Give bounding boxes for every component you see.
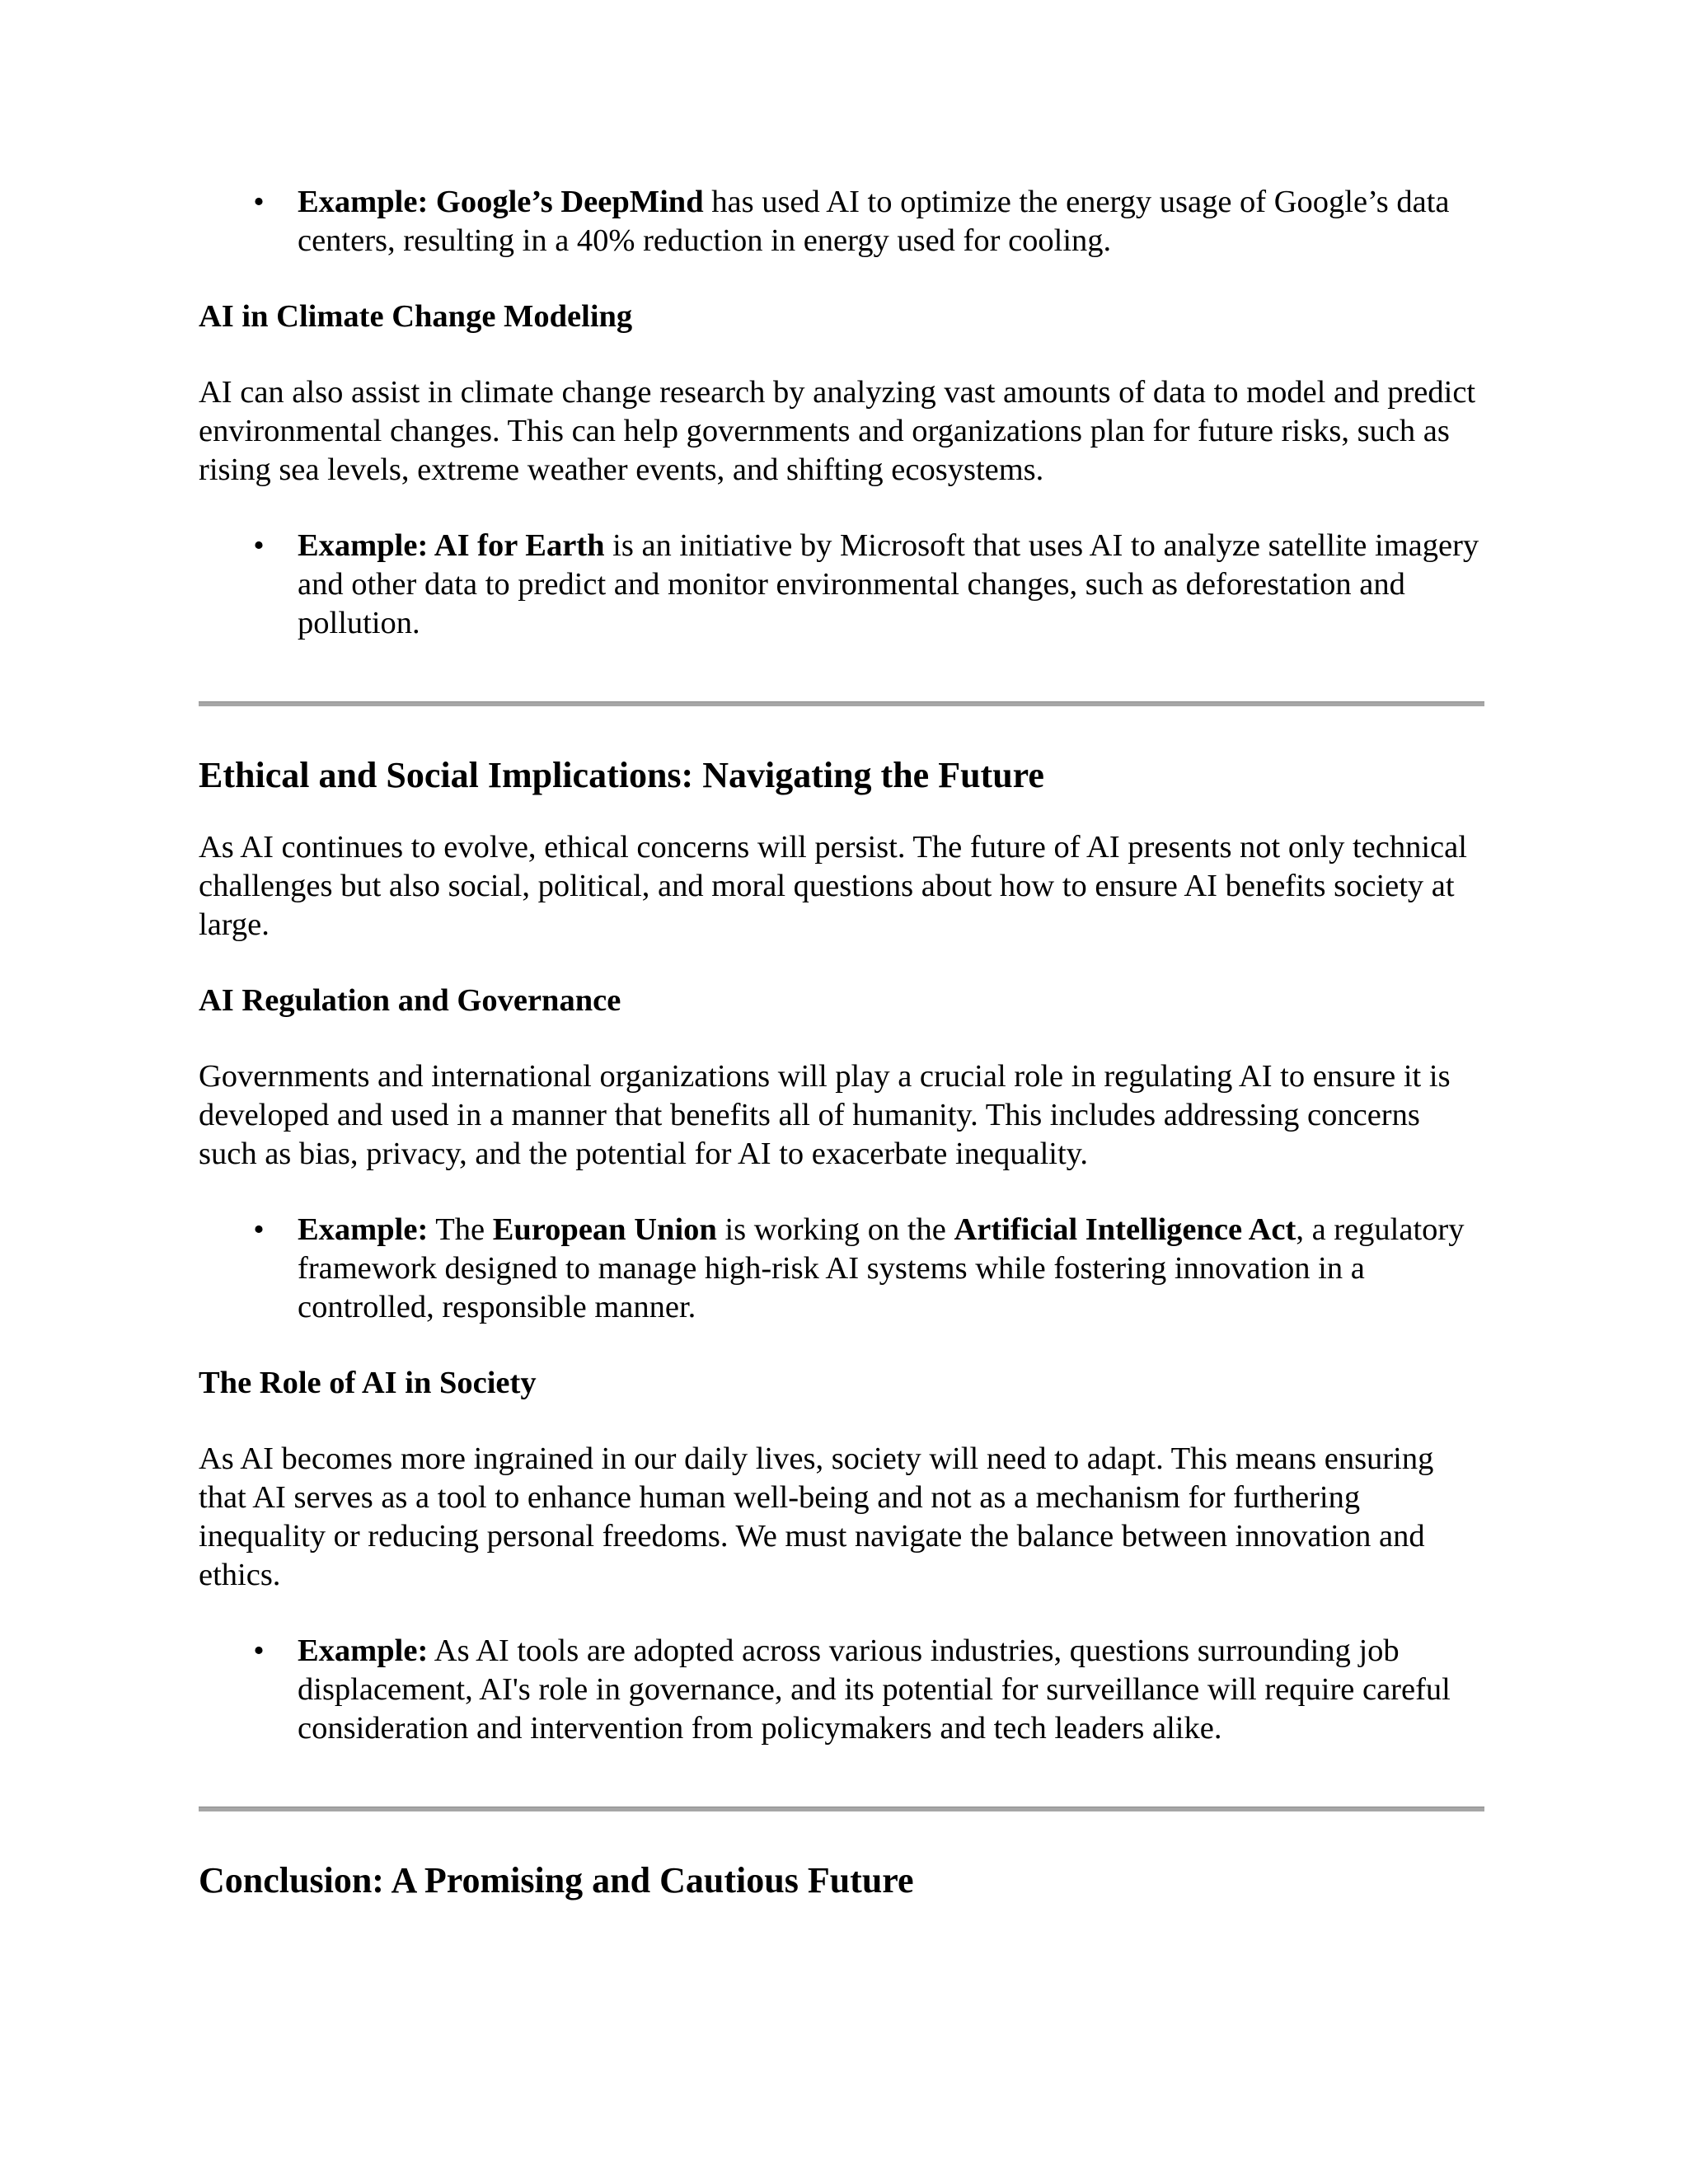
example-text: As AI tools are adopted across various industries, questions surrounding job displacement, AI's role in governance, and its potential for surveillance will require careful consideration and intervention from policymakers and tech leaders alike. xyxy=(298,1633,1451,1746)
example-lead: Example: Google’s DeepMind xyxy=(298,185,704,219)
society-paragraph: As AI becomes more ingrained in our daily lives, society will need to adapt. This means ensuring that AI serves as a tool to enhance human well-being and not as a mechanism for furthering inequality or reducing personal freedoms. We must navigate the balance between innovation and ethics. xyxy=(199,1441,1434,1592)
example-emphasis: European Union xyxy=(492,1212,717,1247)
section-heading-climate: AI in Climate Change Modeling xyxy=(199,299,633,334)
example-emphasis: Artificial Intelligence Act xyxy=(954,1212,1296,1247)
bullet-icon: • xyxy=(253,185,265,219)
example-text: , a regulatory framework designed to manage high-risk AI systems while fostering innovation in a controlled, responsible manner. xyxy=(298,1212,1465,1324)
document-content xyxy=(199,183,1484,1902)
bullet-icon: • xyxy=(253,1212,265,1247)
regulation-example-list xyxy=(199,1211,1484,1327)
list-item xyxy=(199,1632,1484,1748)
section-heading-conclusion: Conclusion: A Promising and Cautious Future xyxy=(199,1860,914,1900)
list-item xyxy=(199,183,1484,260)
list-item xyxy=(199,527,1484,643)
ethics-paragraph: As AI continues to evolve, ethical concerns will persist. The future of AI presents not only technical challenges but also social, political, and moral questions about how to ensure AI benefits society at large. xyxy=(199,830,1467,942)
example-label: Example: xyxy=(298,1633,429,1668)
section-heading-ethics: Ethical and Social Implications: Navigating the Future xyxy=(199,755,1044,795)
bullet-icon: • xyxy=(253,528,265,563)
example-lead: Example: AI for Earth xyxy=(298,528,605,563)
list-item xyxy=(199,1211,1484,1327)
society-example-list xyxy=(199,1632,1484,1748)
example-text: is an initiative by Microsoft that uses AI to analyze satellite imagery and other data to predict and monitor environmental changes, such as deforestation and pollution. xyxy=(298,528,1479,640)
climate-paragraph: AI can also assist in climate change research by analyzing vast amounts of data to model and predict environmental changes. This can help governments and organizations plan for future risks, such as rising sea levels, extreme weather events, and shifting ecosystems. xyxy=(199,375,1476,487)
example-label: Example: xyxy=(298,1212,429,1247)
section-heading-society: The Role of AI in Society xyxy=(199,1366,537,1400)
bullet-icon: • xyxy=(253,1633,265,1668)
energy-example-list xyxy=(199,183,1484,260)
regulation-paragraph: Governments and international organizations will play a crucial role in regulating AI to ensure it is developed and used in a manner that benefits all of humanity. This includes addressing concerns such as bias, privacy, and the potential for AI to exacerbate inequality. xyxy=(199,1059,1451,1171)
example-text: The xyxy=(428,1212,493,1247)
section-heading-regulation: AI Regulation and Governance xyxy=(199,983,621,1018)
example-text: has used AI to optimize the energy usage of Google’s data centers, resulting in a 40% reduction in energy used for cooling. xyxy=(298,185,1450,258)
example-text: is working on the xyxy=(716,1212,954,1247)
climate-example-list xyxy=(199,527,1484,643)
